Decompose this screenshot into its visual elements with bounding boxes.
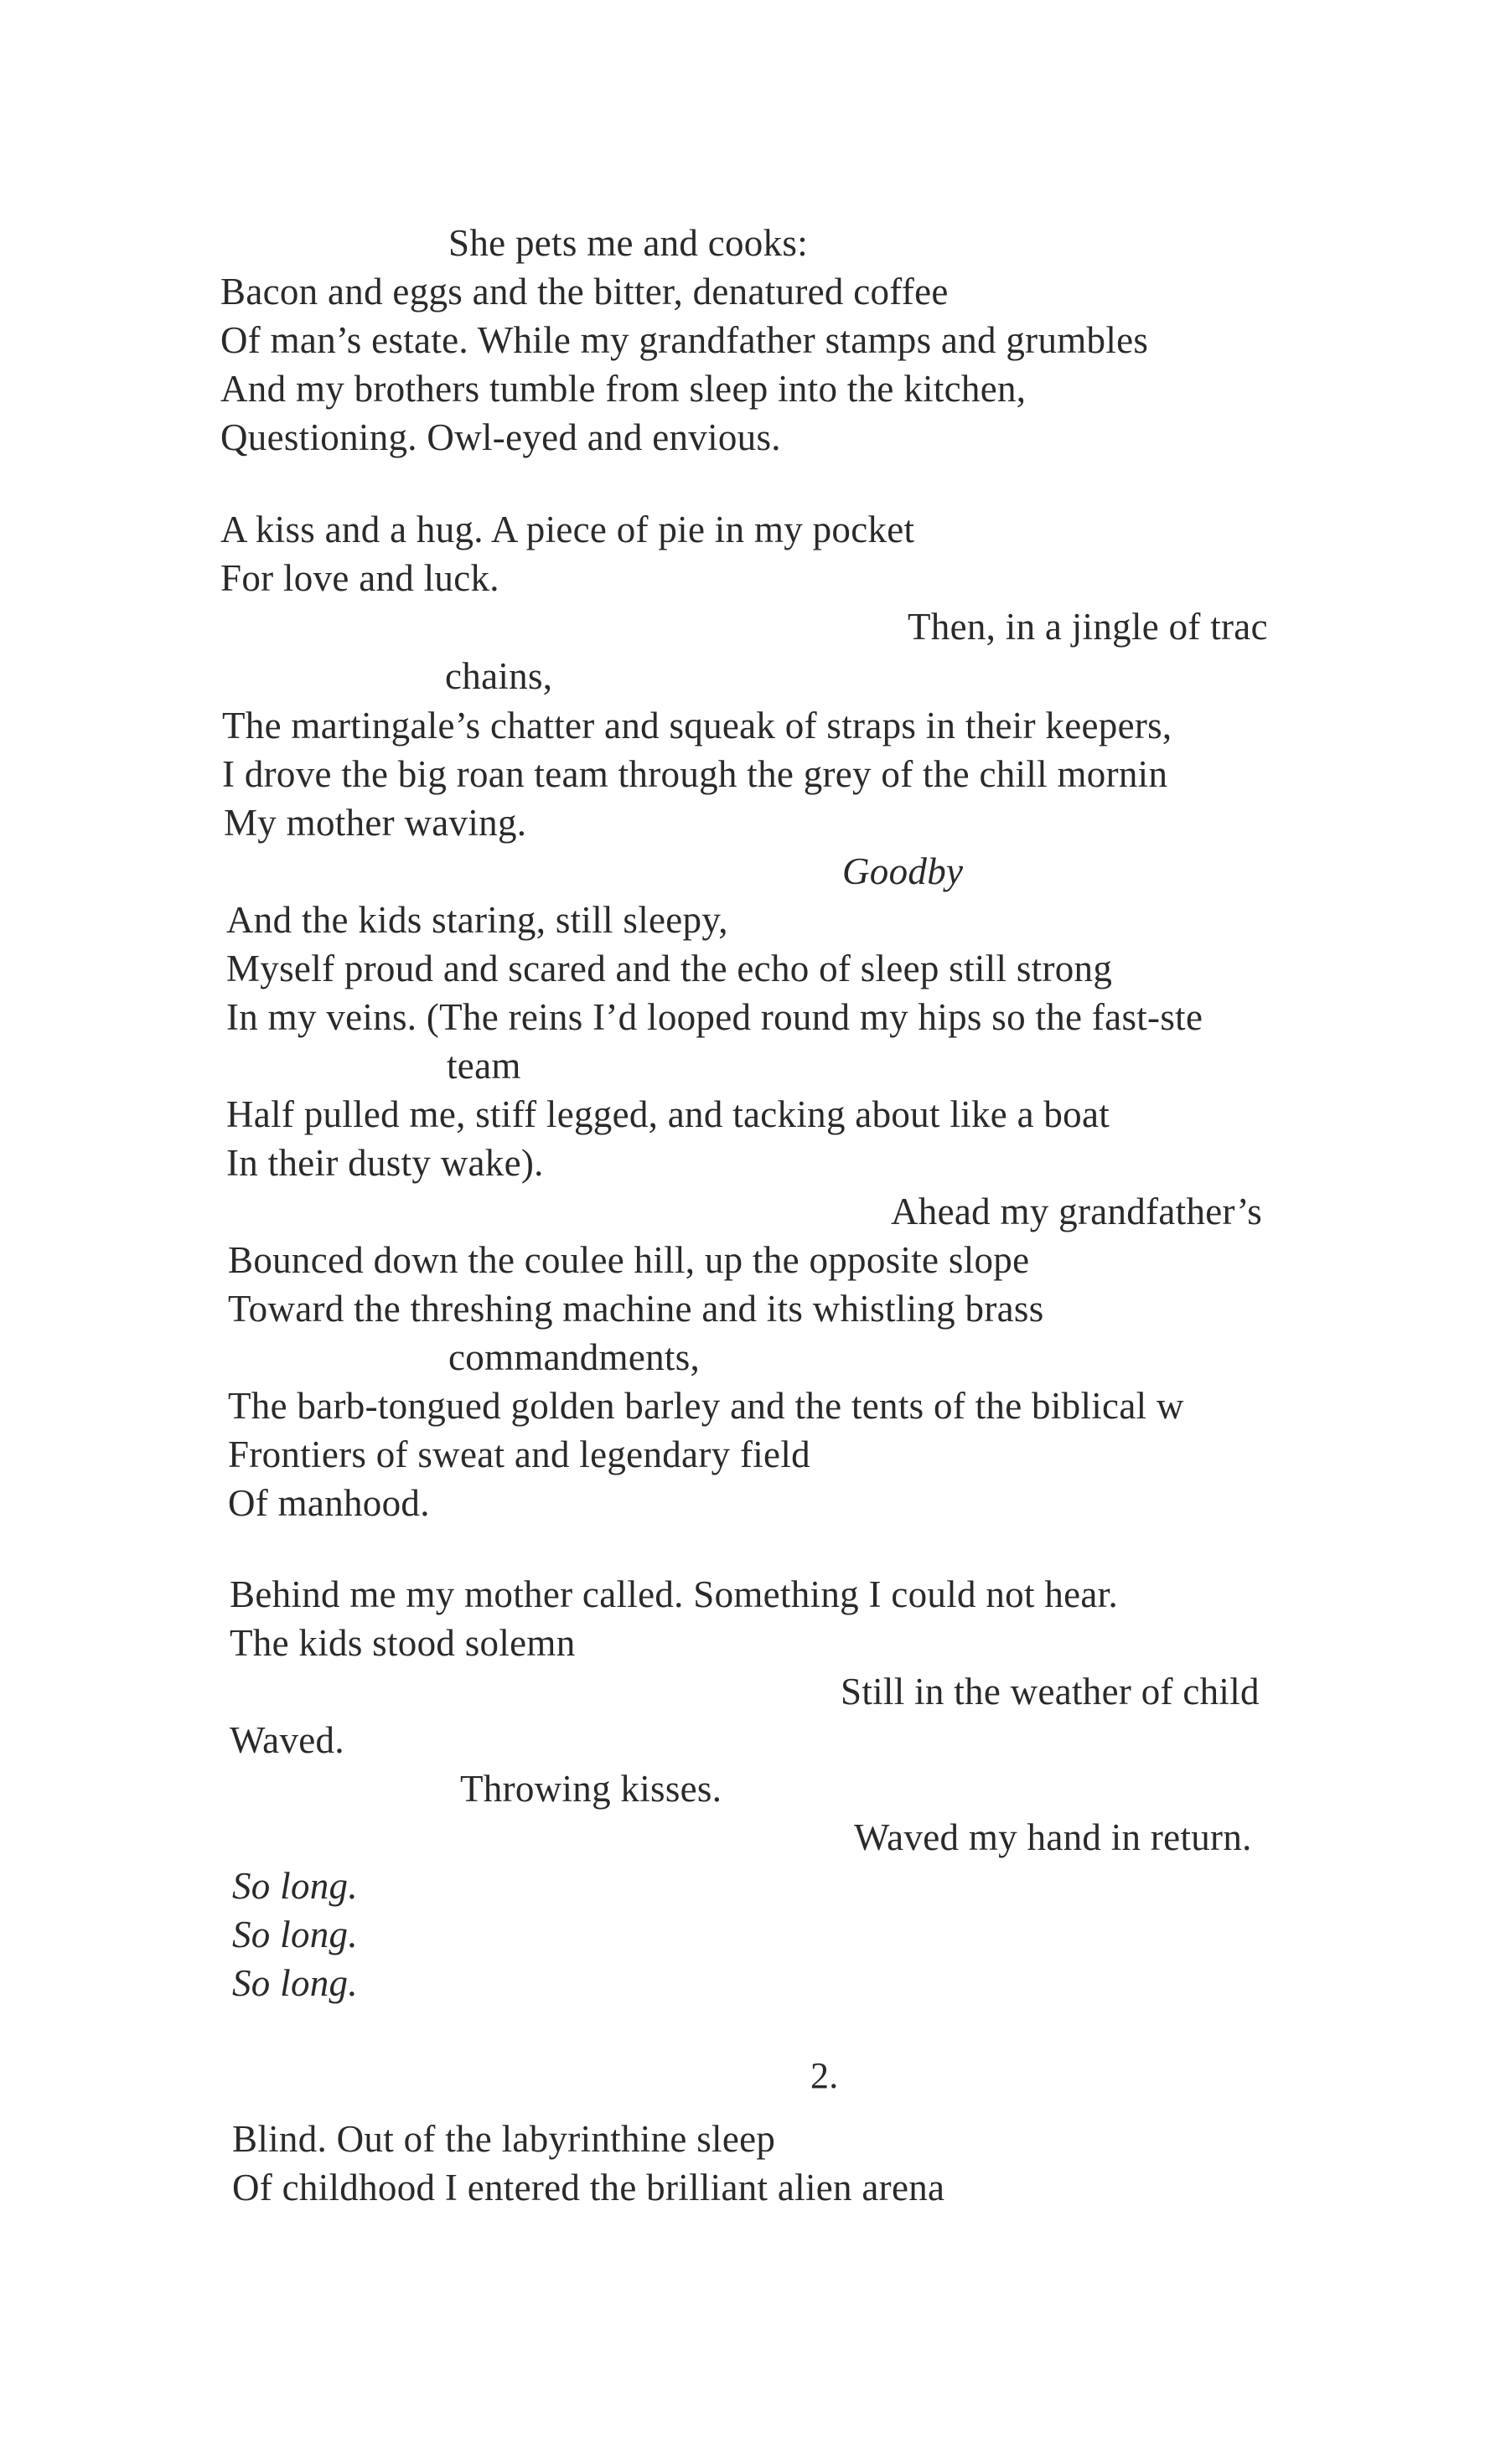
poem-line: Goodby [842,850,964,892]
poem-line: Toward the threshing machine and its whistling brass [228,1288,1044,1330]
poem-line: Waved my hand in return. [854,1816,1252,1858]
poem-line: Of man’s estate. While my grandfather stamps and grumbles [220,319,1149,361]
poem-line: So long. [232,1914,358,1955]
poem-line: For love and luck. [220,557,499,599]
poem-line: She pets me and cooks: [448,222,809,264]
poem-line: So long. [232,1962,358,2004]
poem-line: In my veins. (The reins I’d looped round my hips so the fast-ste [226,996,1203,1038]
poem-line: Myself proud and scared and the echo of sleep still strong [226,948,1113,989]
poem-line: And the kids staring, still sleepy, [226,899,728,941]
poem-line: team [447,1045,521,1087]
poem-line: The barb-tongued golden barley and the tents of the biblical w [228,1385,1184,1427]
poem-line: The martingale’s chatter and squeak of straps in their keepers, [222,705,1172,746]
poem-line: My mother waving. [224,802,527,844]
poem-line: Then, in a jingle of trac [908,606,1268,648]
poem-line: Frontiers of sweat and legendary field [228,1433,810,1475]
poem-line: chains, [445,655,553,697]
section-number: 2. [810,2055,839,2096]
poem-line: I drove the big roan team through the grey of the chill mornin [222,753,1168,795]
poem-line: Bounced down the coulee hill, up the opposite slope [228,1239,1030,1281]
poem-line: In their dusty wake). [226,1142,544,1184]
poem-line: Of childhood I entered the brilliant alien arena [232,2167,945,2208]
poem-line: Blind. Out of the labyrinthine sleep [232,2118,776,2160]
poem-line: A kiss and a hug. A piece of pie in my pocket [220,509,915,550]
poem-line: Behind me my mother called. Something I could not hear. [230,1573,1119,1615]
poem-line: commandments, [448,1336,701,1378]
poem-line: Ahead my grandfather’s [891,1191,1263,1232]
poem-line: Of manhood. [228,1482,430,1524]
poem-line: The kids stood solemn [230,1622,576,1664]
poem-line: Questioning. Owl-eyed and envious. [220,416,781,458]
poem-line: Still in the weather of child [841,1671,1260,1712]
poem-line: And my brothers tumble from sleep into the kitchen, [220,368,1027,410]
poem-line: So long. [232,1865,358,1907]
poem-line: Waved. [230,1719,344,1761]
poem-line: Half pulled me, stiff legged, and tacking about like a boat [226,1093,1110,1135]
poem-line: Throwing kisses. [460,1768,722,1810]
poem-line: Bacon and eggs and the bitter, denatured coffee [220,271,949,313]
